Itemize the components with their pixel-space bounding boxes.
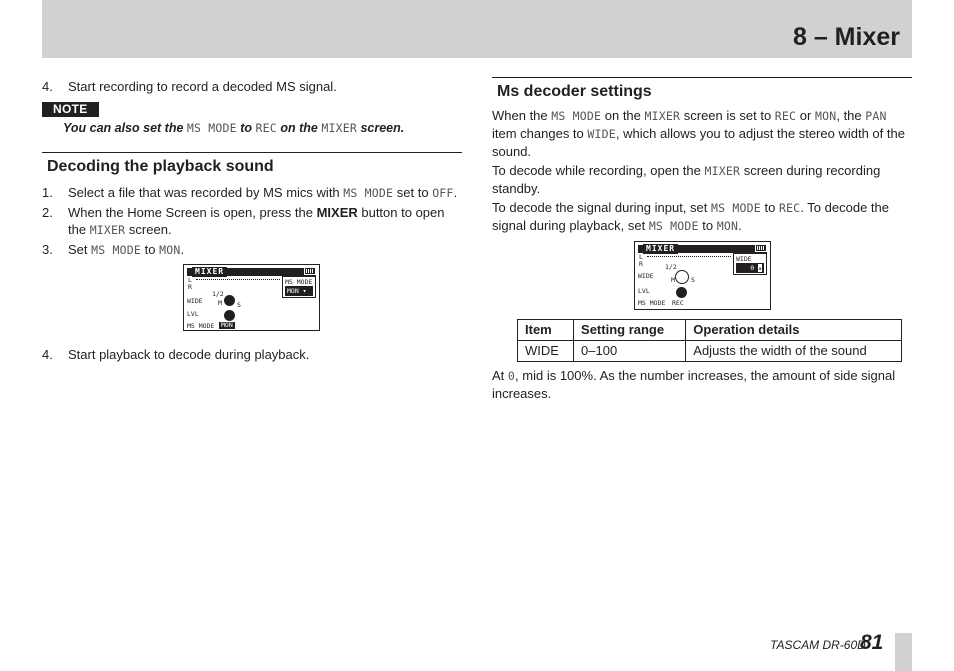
text-part: At (492, 368, 508, 383)
lcd-term: 0 (507, 369, 516, 383)
popup-label: MS MODE (285, 278, 313, 286)
wide-knob-icon (675, 270, 689, 284)
text-part: set to (393, 185, 433, 200)
text-part: To decode the signal during input, set (492, 200, 711, 215)
lcd-term: MS MODE (648, 219, 699, 233)
lcd-label-r: R (188, 283, 192, 291)
step-item (42, 346, 462, 363)
footer-brand: TASCAM DR-60D (770, 638, 866, 652)
popup-value-text: 0 (750, 264, 755, 272)
battery-icon (755, 244, 767, 252)
lcd-term: MS MODE (91, 243, 141, 257)
paragraph (492, 199, 912, 235)
table-header-cell: Operation details (686, 320, 902, 341)
lcd-term: MIXER (321, 121, 357, 135)
text-part: , the (836, 108, 866, 123)
step-number: 3. (42, 242, 53, 257)
section-heading-decoding: Decoding the playback sound (42, 152, 462, 177)
lcd-term: MS MODE (343, 186, 394, 200)
lcd-label-lvl: LVL (638, 287, 650, 295)
ms-mode-popup (282, 276, 316, 298)
text-part: button to open the (68, 205, 445, 237)
popup-value (736, 263, 764, 273)
step-text (68, 184, 462, 202)
table-cell: WIDE (518, 341, 574, 362)
step-number: 4. (42, 79, 53, 94)
left-column (42, 78, 462, 365)
text-part: . (180, 242, 185, 257)
page-number: 81 (860, 631, 884, 654)
lcd-term: MIXER (89, 223, 126, 237)
lcd-label-wide: WIDE (187, 297, 203, 305)
wide-knob-icon (224, 295, 235, 306)
step-item (42, 241, 462, 259)
lcd-label-half: 1/2 (665, 263, 677, 271)
text-part: screen during recording standby. (492, 163, 881, 196)
lcd-term: MON (814, 109, 837, 123)
level-knob-icon (676, 287, 687, 298)
level-meter (647, 256, 731, 257)
ms-mode-value-tag: MON (221, 321, 233, 329)
lcd-label-l: L (639, 253, 643, 261)
note-text-part: to (236, 121, 256, 135)
level-meter (196, 279, 280, 280)
step-text: Start recording to record a decoded MS signal. (68, 79, 337, 94)
lcd-term: WIDE (587, 127, 616, 141)
lcd-term: PAN (865, 109, 887, 123)
lcd-term: MS MODE (551, 109, 602, 123)
lcd-term: MON (716, 219, 739, 233)
note-text-part: screen. (356, 121, 405, 135)
lcd-label-m: M (218, 299, 222, 307)
lcd-term: MIXER (704, 164, 741, 178)
lcd-label-ms-mode: MS MODE (638, 299, 666, 307)
note-text-part: on the (276, 121, 322, 135)
popup-label: WIDE (736, 255, 752, 263)
step-text: Start playback to decode during playback. (68, 347, 310, 362)
chapter-title: 8 – Mixer (792, 23, 900, 51)
lcd-label-ms-mode: MS MODE (187, 322, 215, 330)
note-text (63, 120, 462, 137)
text-part: . (453, 185, 458, 200)
text-part: to (698, 218, 717, 233)
lcd-term: MON (159, 243, 181, 257)
lcd-label-s: S (237, 301, 241, 309)
table-header-row (518, 320, 902, 341)
text-part: When the (492, 108, 552, 123)
step-text (68, 204, 462, 239)
paragraph (492, 107, 912, 160)
button-name: MIXER (316, 205, 358, 220)
text-part: To decode while recording, open the (492, 163, 705, 178)
text-part: or (796, 108, 815, 123)
text-part: screen is set to (680, 108, 775, 123)
lcd-label-half: 1/2 (212, 290, 224, 298)
popup-value (285, 286, 313, 296)
lcd-label-r: R (639, 260, 643, 268)
text-part: to (141, 242, 160, 257)
lcd-term: REC (255, 121, 277, 135)
note-text-part: You can also set the (63, 121, 187, 135)
level-knob-icon (224, 310, 235, 321)
step-number: 4. (42, 347, 53, 362)
lcd-label-s: S (691, 276, 695, 284)
popup-value-text: MON (287, 287, 299, 295)
lcd-term: MS MODE (710, 201, 761, 215)
paragraph (492, 162, 912, 197)
lcd-term: OFF (432, 186, 454, 200)
section-heading-ms-decoder: Ms decoder settings (492, 77, 912, 102)
text-part: When the Home Screen is open, press the (68, 205, 317, 220)
lcd-title: MIXER (192, 267, 227, 277)
text-part: Select a file that was recorded by MS mics with (68, 185, 344, 200)
footer-tab (895, 633, 912, 671)
text-part: . (738, 218, 742, 233)
text-part: item changes to (492, 126, 588, 141)
battery-icon (304, 267, 316, 275)
step-text (68, 241, 462, 259)
paragraph (492, 367, 912, 402)
step-number: 2. (42, 205, 53, 220)
lcd-term: REC (778, 201, 801, 215)
lcd-label-wide: WIDE (638, 272, 654, 280)
table-cell: Adjusts the width of the sound (686, 341, 902, 362)
step-number: 1. (42, 185, 53, 200)
text-part: . To decode the signal during playback, set (492, 200, 889, 233)
lcd-screenshot-mixer-wide (634, 241, 771, 310)
lcd-label-l: L (188, 276, 192, 284)
right-column (492, 77, 912, 404)
header-band (42, 0, 912, 58)
table-row (518, 341, 902, 362)
lcd-term: MS MODE (186, 121, 237, 135)
wide-popup (733, 253, 767, 275)
text-part: on the (601, 108, 645, 123)
dropdown-arrow-icon: ▾ (302, 287, 307, 295)
text-part: to (760, 200, 779, 215)
settings-table (517, 319, 902, 362)
table-header-cell: Setting range (574, 320, 686, 341)
note-badge: NOTE (42, 102, 99, 117)
table-cell: 0–100 (574, 341, 686, 362)
text-part: screen. (125, 222, 172, 237)
step-item (42, 78, 462, 95)
lcd-label-rec: REC (672, 299, 684, 307)
lcd-term: REC (774, 109, 797, 123)
spin-arrow-icon: ▴ (758, 264, 762, 272)
step-item (42, 204, 462, 239)
lcd-label-m: M (671, 276, 675, 284)
lcd-screenshot-mixer-mon (183, 264, 320, 331)
lcd-title: MIXER (643, 244, 678, 254)
text-part: , mid is 100%. As the number increases, the amount of side signal increases. (492, 368, 896, 401)
text-part: Set (68, 242, 92, 257)
step-item (42, 184, 462, 202)
table-header-cell: Item (518, 320, 574, 341)
lcd-label-lvl: LVL (187, 310, 199, 318)
text-part: , which allows you to adjust the stereo width of the sound. (492, 126, 905, 159)
lcd-term: MIXER (644, 109, 681, 123)
